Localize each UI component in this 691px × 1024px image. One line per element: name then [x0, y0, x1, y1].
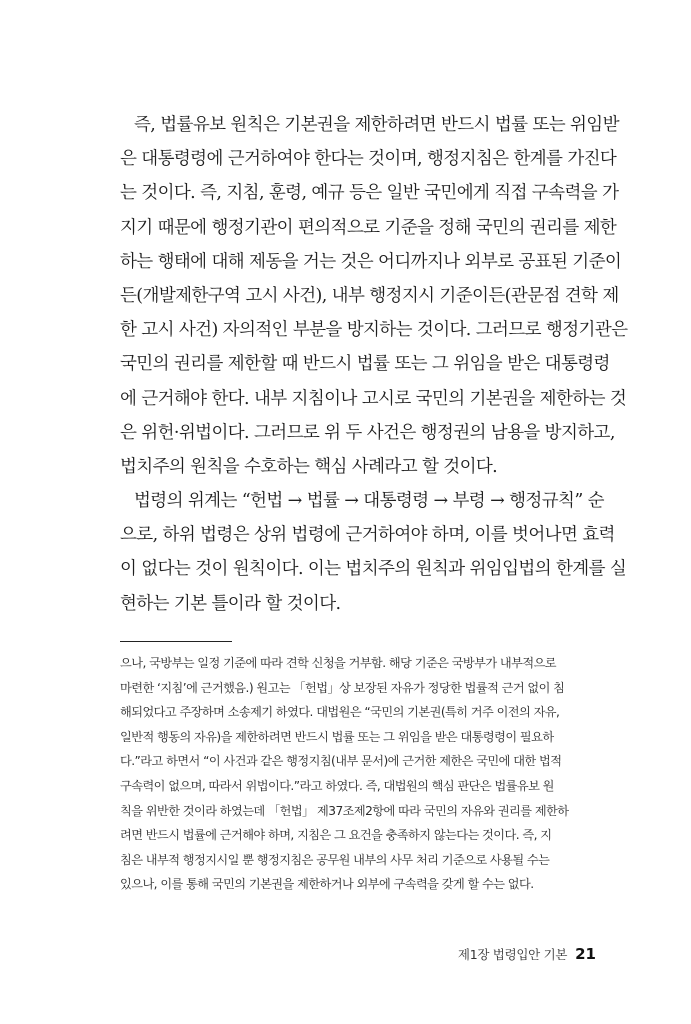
body-line: 한 고시 사건) 자의적인 부분을 방지하는 것이다. 그러므로 행정기관은 — [120, 320, 628, 341]
footnote-line: 칙을 위반한 것이라 하였는데 「헌법」 제37조제2항에 따라 국민의 자유와 권리를 제한하 — [120, 803, 569, 818]
chapter-title: 제1장 법령입안 기본 — [457, 947, 568, 962]
body-line: 은 대통령령에 근거하여야 한다는 것이며, 행정지침은 한계를 가진다 — [120, 149, 617, 170]
body-line: 현하는 기본 틀이라 할 것이다. — [120, 593, 341, 614]
page-footer — [400, 944, 596, 963]
body-line: 법치주의 원칙을 수호하는 핵심 사례라고 할 것이다. — [120, 456, 498, 477]
page-number: 21 — [575, 945, 596, 963]
body-line: 으로, 하위 법령은 상위 법령에 근거하여야 하며, 이를 벗어나면 효력 — [120, 525, 615, 546]
footnote — [120, 651, 595, 897]
footnote-line: 일반적 행동의 자유)을 제한하려면 반드시 법률 또는 그 위임을 받은 대통령령이 필요하 — [120, 729, 554, 744]
footnote-line: 해되었다고 주장하며 소송제기 하였다. 대법원은 “국민의 기본권(특히 거주 이전의 자유, — [120, 705, 560, 720]
body-line: 은 위헌·위법이다. 그러므로 위 두 사건은 행정권의 남용을 방지하고, — [120, 422, 615, 443]
body-line: 법령의 위계는 “헌법 → 법률 → 대통령령 → 부령 → 행정규칙” 순 — [134, 491, 604, 512]
body-line: 하는 행태에 대해 제동을 거는 것은 어디까지나 외부로 공표된 기준이 — [120, 251, 622, 272]
body-line: 즉, 법률유보 원칙은 기본권을 제한하려면 반드시 법률 또는 위임받 — [134, 115, 619, 135]
footnote-line: 마련한 ‘지침’에 근거했음.) 원고는 「헌법」상 보장된 자유가 정당한 법률적 근거 없이 침 — [120, 680, 565, 695]
body-line: 는 것이다. 즉, 지침, 훈령, 예규 등은 일반 국민에게 직접 구속력을 가 — [120, 183, 619, 204]
footnote-divider — [120, 641, 232, 642]
body-line: 든(개발제한구역 고시 사건), 내부 행정지시 기준이든(관문점 견학 제 — [120, 285, 619, 306]
footnote-line: 으나, 국방부는 일정 기준에 따라 견학 신청을 거부함. 해당 기준은 국방부가 내부적으로 — [120, 656, 557, 670]
footnote-line: 다.”라고 하면서 “이 사건과 같은 행정지침(내부 문서)에 근거한 제한은 국민에 대한 법적 — [120, 754, 562, 769]
body-line: 에 근거해야 한다. 내부 지침이나 고시로 국민의 기본권을 제한하는 것 — [120, 388, 627, 409]
footnote-line: 침은 내부적 행정지시일 뿐 행정지침은 공무원 내부의 사무 처리 기준으로 사용될 수는 — [120, 852, 550, 867]
body-line: 국민의 권리를 제한할 때 반드시 법률 또는 그 위임을 받은 대통령령 — [120, 354, 610, 375]
footnote-line: 구속력이 없으며, 따라서 위법이다.”라고 하였다. 즉, 대법원의 핵심 판단은 법률유보 원 — [120, 778, 554, 793]
footnote-line: 려면 반드시 법률에 근거해야 하며, 지침은 그 요건을 충족하지 않는다는 것이다. 즉, 지 — [120, 828, 552, 843]
body-text — [120, 108, 628, 621]
body-line: 지기 때문에 행정기관이 편의적으로 기준을 정해 국민의 권리를 제한 — [120, 217, 617, 238]
footnote-line: 있으나, 이를 통해 국민의 기본권을 제한하거나 외부에 구속력을 갖게 할 수는 없다. — [120, 877, 534, 892]
body-line: 이 없다는 것이 원칙이다. 이는 법치주의 원칙과 위임입법의 한계를 실 — [120, 559, 627, 580]
